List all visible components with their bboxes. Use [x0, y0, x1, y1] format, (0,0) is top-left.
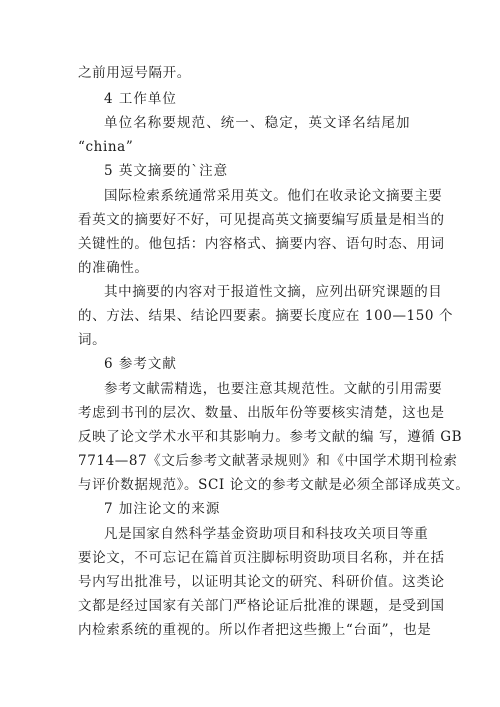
section-heading-6: 6 参考文献: [104, 356, 177, 372]
text-line: 内检索系统的重视的。所以作者把这些搬上“台面”，也是: [78, 622, 432, 638]
text-line: 国际检索系统通常采用英文。他们在收录论文摘要主要: [104, 188, 443, 204]
text-line: 与评价数据规范》。SCI 论文的参考文献是必须全部译成英文。: [78, 477, 470, 493]
text-line: 反映了论文学术水平和其影响力。参考文献的编 写，遵循 GB: [78, 429, 463, 445]
text-line: 要论文，不可忘记在篇首页注脚标明资助项目名称，并在括: [78, 550, 445, 566]
text-line: 词。: [78, 332, 107, 348]
text-line: “china”: [78, 139, 134, 155]
text-line: 关键性的。他包括：内容格式、摘要内容、语句时态、用词: [78, 236, 445, 252]
text-line: 之前用逗号隔开。: [78, 65, 191, 81]
text-line: 考虑到书刊的层次、数量、出版年份等要核实清楚，这也是: [78, 405, 445, 421]
section-heading-5: 5 英文摘要的`注意: [104, 163, 229, 179]
text-line: 单位名称要规范、统一、稳定，英文译名结尾加: [104, 115, 411, 131]
text-line: 号内写出批准号，以证明其论文的研究、科研价值。这类论: [78, 574, 445, 590]
section-heading-4: 4 工作单位: [104, 91, 177, 107]
text-line: 其中摘要的内容对于报道性文摘，应列出研究课题的目: [104, 284, 443, 300]
text-line: 参考文献需精选，也要注意其规范性。文献的引用需要: [104, 381, 443, 397]
text-line: 看英文的摘要好不好，可见提高英文摘要编写质量是相当的: [78, 212, 445, 228]
text-line: 凡是国家自然科学基金资助项目和科技攻关项目等重: [104, 526, 429, 542]
section-heading-7: 7 加注论文的来源: [104, 501, 221, 517]
text-line: 文都是经过国家有关部门严格论证后批准的课题，是受到国: [78, 598, 445, 614]
text-line: 的、方法、结果、结论四要素。摘要长度应在 100—150 个: [78, 308, 454, 324]
text-line: 的准确性。: [78, 260, 149, 276]
text-line: 7714—87《文后参考文献著录规则》和《中国学术期刊检索: [78, 453, 458, 469]
